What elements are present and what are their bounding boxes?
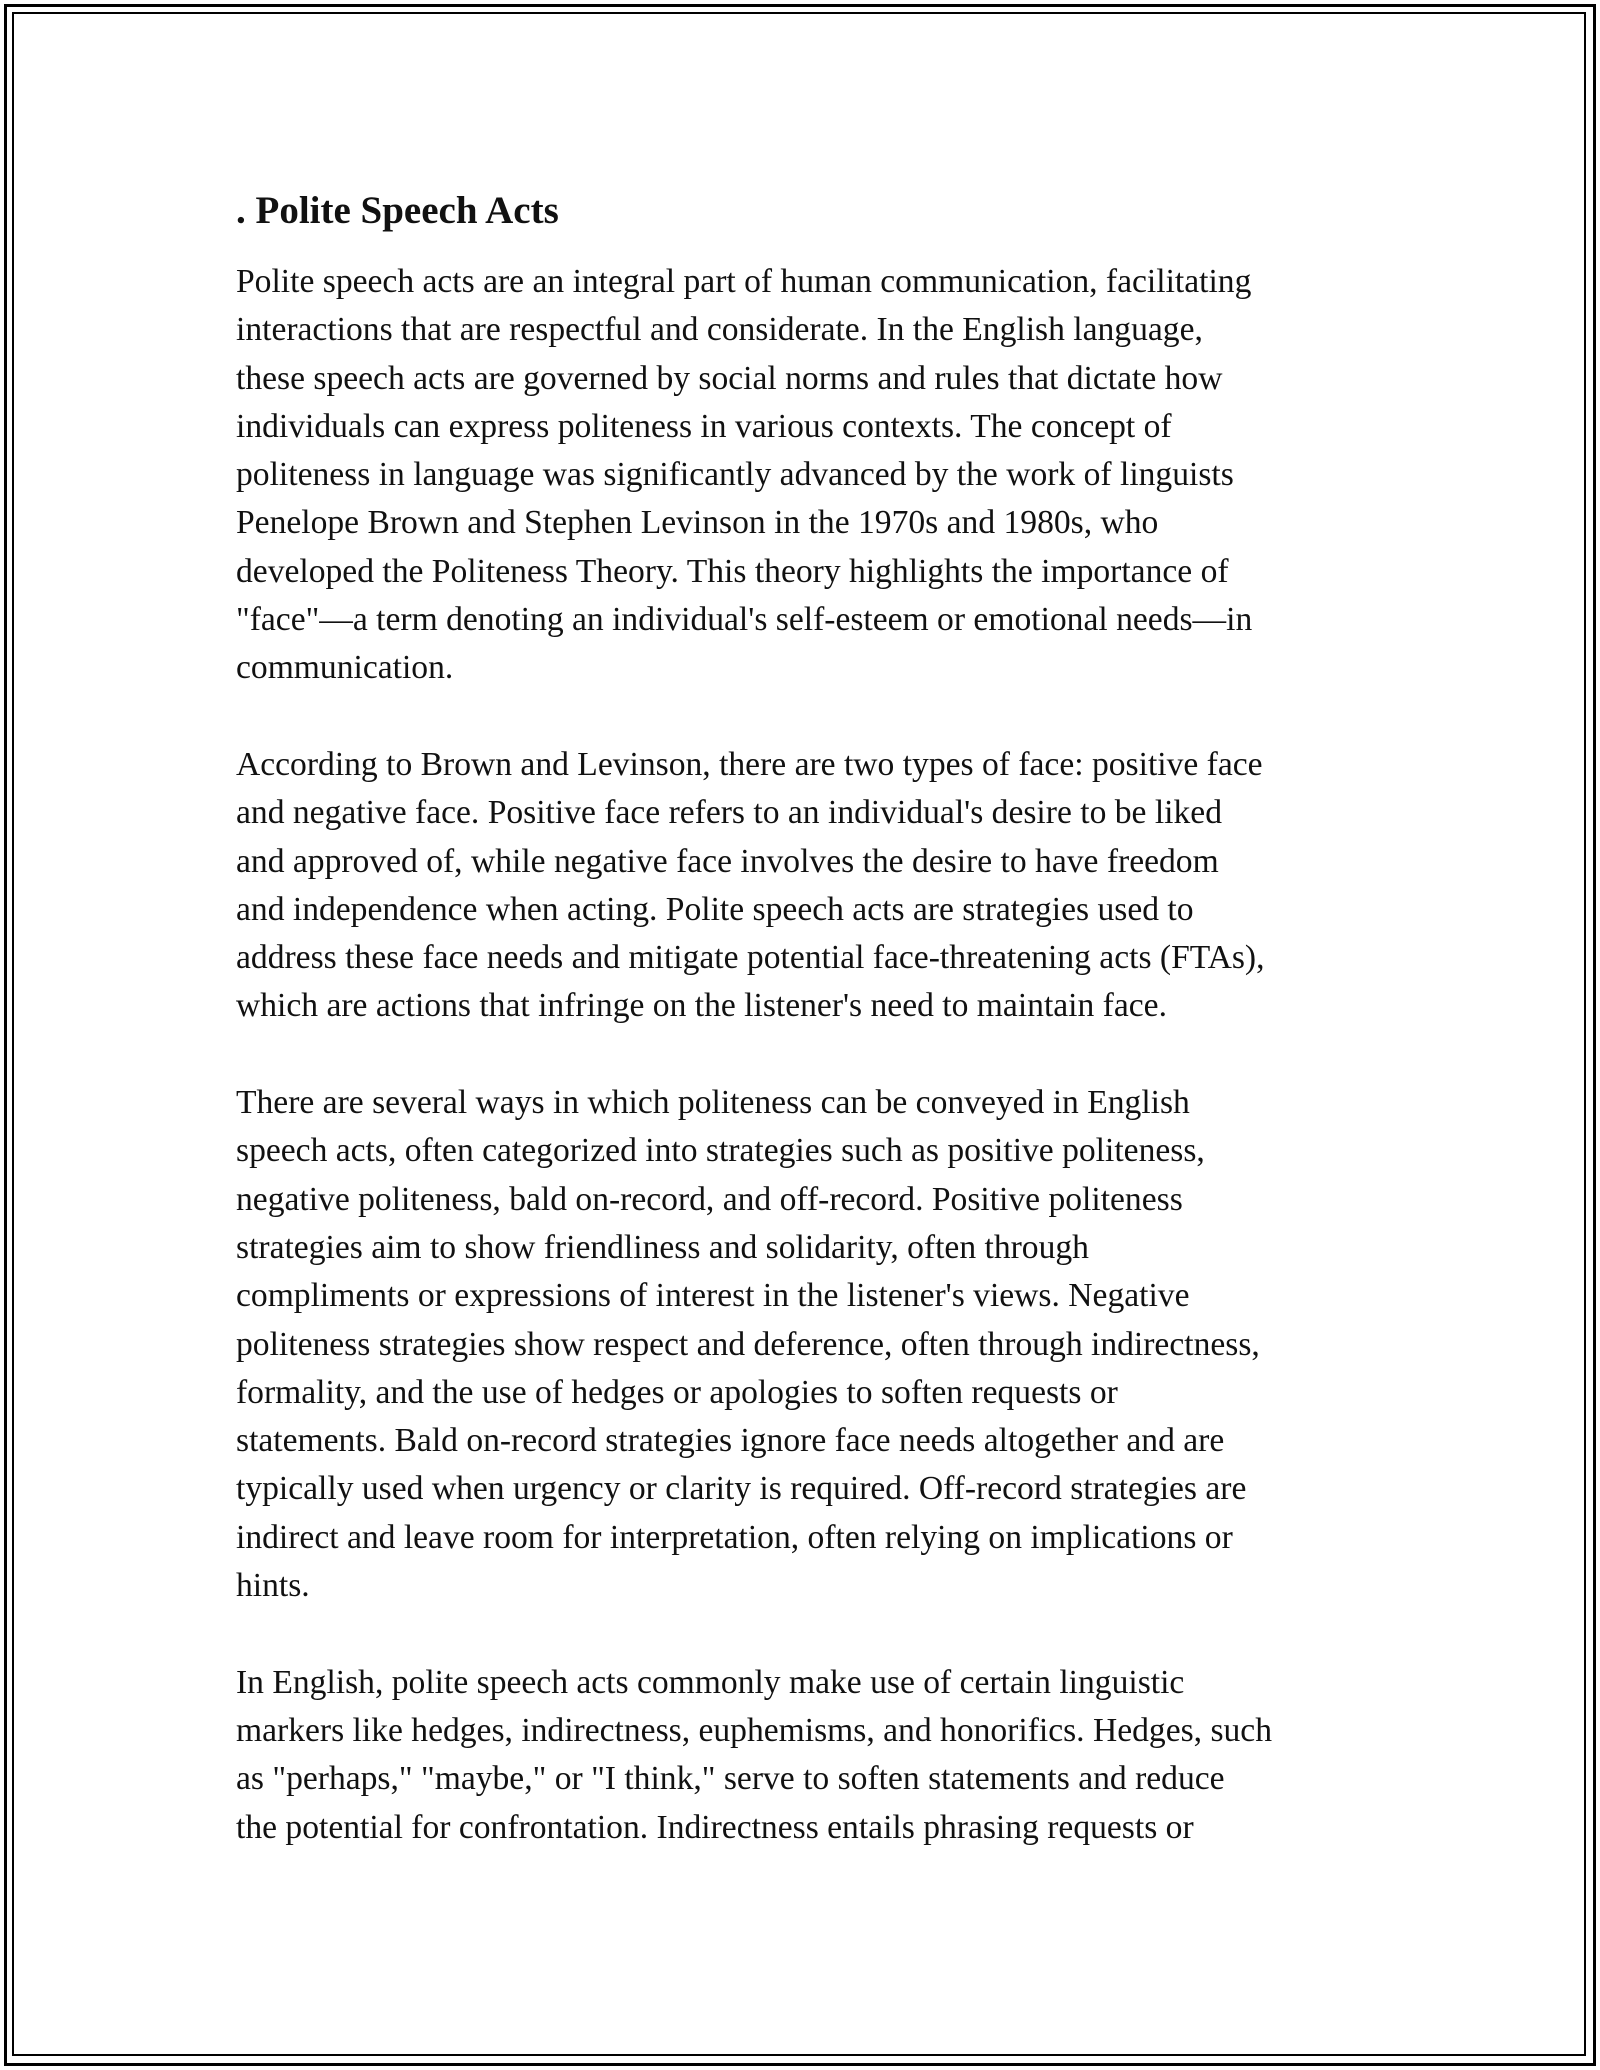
paragraph-4: In English, polite speech acts commonly make use of certain linguistic markers like hedges, indirectness, euphemisms, and honorifics. Hedges, such as "perhaps," "maybe," or "I think," serve to soften statements and reduce the potential for confrontation. Indirectness entails phrasing requests or	[236, 1663, 1273, 1846]
paragraph-3: There are several ways in which politeness can be conveyed in English speech acts, often categorized into strategies such as positive politeness, negative politeness, bald on-record, and off-record. Positive politeness strategies aim to show friendliness and solidarity, often through compliments or expressions of interest in the listener's views. Negative politeness strategies show respect and deference, often through indirectness, formality, and the use of hedges or apologies to soften requests or statements. Bald on-record strategies ignore face needs altogether and are typically used when urgency or clarity is required. Off-record strategies are indirect and leave room for interpretation, often relying on implications or hints.	[236, 1084, 1260, 1605]
paragraph-2: According to Brown and Levinson, there are two types of face: positive face and negative face. Positive face refers to an individual's desire to be liked and approved of, while negative face involves the desire to have freedom and independence when acting. Polite speech acts are strategies used to address these face needs and mitigate potential face-threatening acts (FTAs), which are actions that infringe on the listener's need to maintain face.	[236, 745, 1265, 1025]
section-title: . Polite Speech Acts	[236, 189, 559, 232]
document-body	[236, 186, 1386, 1900]
paragraph-1: Polite speech acts are an integral part of human communication, facilitating interactions that are respectful and considerate. In the English language, these speech acts are governed by social norms and rules that dictate how individuals can express politeness in various contexts. The concept of politeness in language was significantly advanced by the work of linguists Penelope Brown and Stephen Levinson in the 1970s and 1980s, who developed the Politeness Theory. This theory highlights the importance of "face"—a term denoting an individual's self-esteem or emotional needs—in communication.	[236, 263, 1253, 687]
